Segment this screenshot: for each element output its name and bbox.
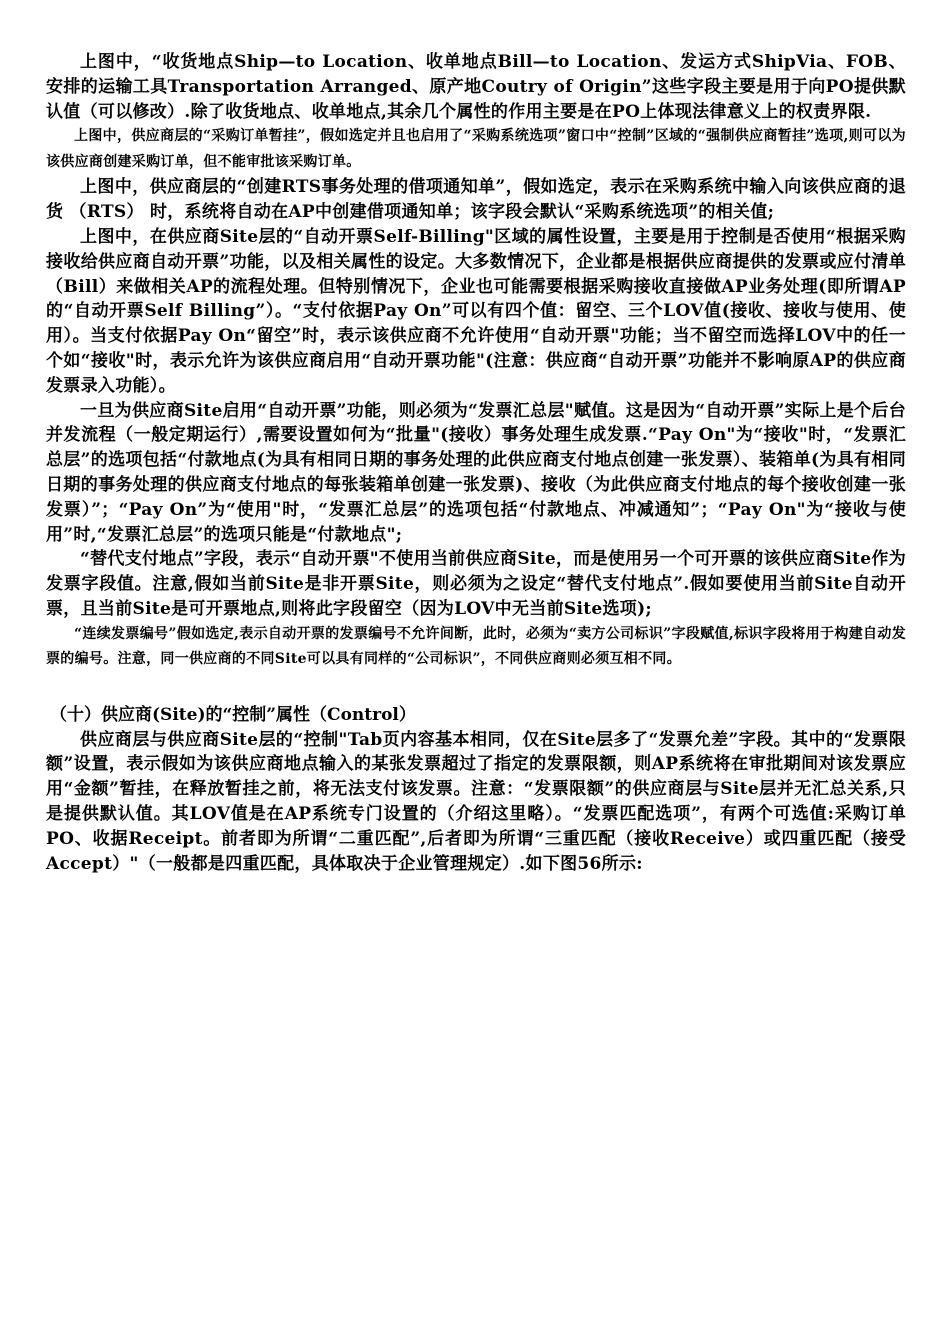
section-heading-control: （十）供应商(Site)的“控制”属性（Control）: [50, 704, 416, 725]
paragraph-po-hold: 上图中，供应商层的“采购订单暂挂”，假如选定并且也启用了“采购系统选项”窗口中“控制”区域的“强制供应商暂挂”选项,则可以为该供应商创建采购订单，但不能审批该采购订单。: [46, 128, 906, 170]
paragraph-invoice-summary-level: 一旦为供应商Site启用“自动开票”功能，则必须为“发票汇总层"赋值。这是因为“自动开票”实际上是个后台并发流程（一般定期运行）,需要设置如何为“批量"(接收）事务处理生成发票.“Pay On"为“接收"时，“发票汇总层”的选项包括“付款地点(为具有相同日期的事务处理的此供应商支付地点创建一张发票）、装箱单(为具有相同日期的事务处理的供应商支付地点的每张装箱单创建一张发票)、接收（为此供应商支付地点的每个接收创建一张发票）”；“Pay On”为“使用"时，“发票汇总层”的选项包括“付款地点、冲减通知”；“Pay On"为“接收与使用”时,“发票汇总层”的选项只能是“付款地点";: [46, 400, 906, 545]
paragraph-sequential-invoice-number: “连续发票编号”假如选定,表示自动开票的发票编号不允许间断，此时，必须为“卖方公司标识”字段赋值,标识字段将用于构建自动发票的编号。注意，同一供应商的不同Site可以具有同样的“公司标识”，不同供应商则必须互相不同。: [46, 625, 906, 668]
paragraph-self-billing: 上图中，在供应商Site层的“自动开票Self-Billing"区域的属性设置，主要是用于控制是否使用“根据采购接收给供应商自动开票”功能，以及相关属性的设定。大多数情况下，企业都是根据供应商提供的发票或应付清单（Bill）来做相关AP的流程处理。但特别情况下，企业也可能需要根据采购接收直接做AP业务处理(即所谓AP的“自动开票Self Billing”）。“支付依据Pay On”可以有四个值：留空、三个LOV值(接收、接收与使用、使用）。当支付依据Pay On“留空”时，表示该供应商不允许使用“自动开票"功能；当不留空而选择LOV中的任一个如“接收"时，表示允许为该供应商启用“自动开票功能"(注意：供应商“自动开票”功能并不影响原AP的供应商发票录入功能）。: [46, 226, 906, 396]
document-page: [46, 50, 906, 876]
paragraph-ship-to-defaults: 上图中，“收货地点Ship—to Location、收单地点Bill—to Location、发运方式ShipVia、FOB、安排的运输工具Transportation Arranged、原产地Coutry of Origin”这些字段主要是用于向PO提供默认值（可以修改）.除了收货地点、收单地点,其余几个属性的作用主要是在PO上体现法律意义上的权责界限.: [46, 52, 906, 122]
paragraph-alternate-pay-site: “替代支付地点”字段，表示“自动开票"不使用当前供应商Site，而是使用另一个可开票的该供应商Site作为发票字段值。注意,假如当前Site是非开票Site，则必须为之设定“替代支付地点”.假如要使用当前Site自动开票，且当前Site是可开票地点,则将此字段留空（因为LOV中无当前Site选项);: [46, 549, 906, 619]
paragraph-rts-debit-memo: 上图中，供应商层的“创建RTS事务处理的借项通知单”，假如选定，表示在采购系统中输入向该供应商的退货 （RTS） 时，系统将自动在AP中创建借项通知单；该字段会默认“采购系统选项”的相关值;: [46, 177, 906, 223]
paragraph-control-tab: 供应商层与供应商Site层的“控制"Tab页内容基本相同，仅在Site层多了“发票允差”字段。其中的“发票限额”设置，表示假如为该供应商地点输入的某张发票超过了指定的发票限额，则AP系统将在审批期间对该发票应用“金额”暂挂，在释放暂挂之前，将无法支付该发票。注意：“发票限额”的供应商层与Site层并无汇总关系,只是提供默认值。其LOV值是在AP系统专门设置的（介绍这里略）。“发票匹配选项”，有两个可选值:采购订单PO、收据Receipt。前者即为所谓“二重匹配”,后者即为所谓“三重匹配（接收Receive）或四重匹配（接受Accept）"（一般都是四重匹配，具体取决于企业管理规定）.如下图56所示:: [46, 729, 906, 874]
